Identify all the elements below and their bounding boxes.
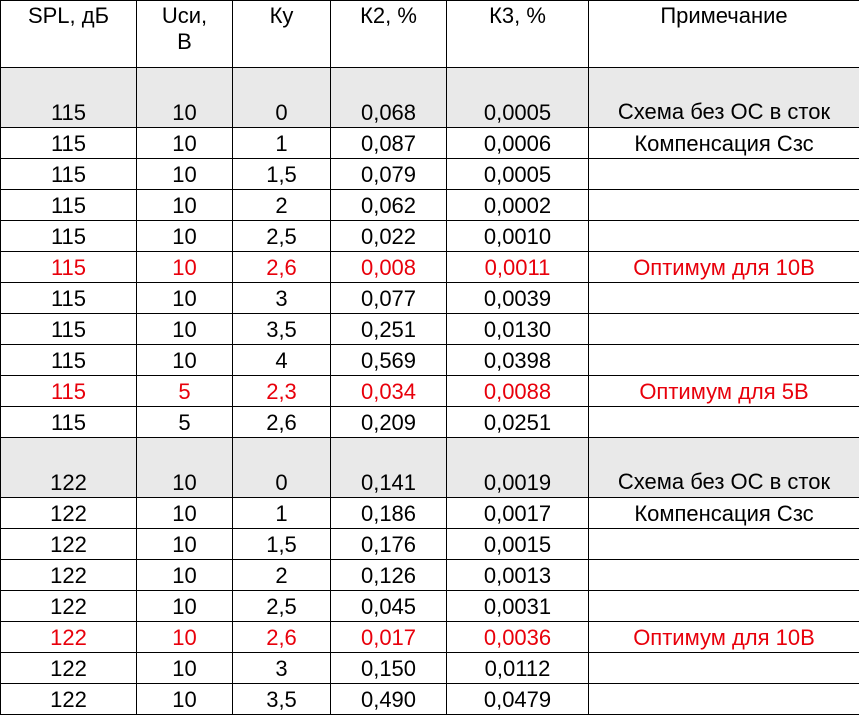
cell-voltage: 10 — [137, 345, 233, 376]
header-k2-line: К2, % — [335, 3, 442, 29]
table-row — [1, 653, 859, 684]
cell-gain: 1 — [233, 498, 331, 529]
cell-spl: 115 — [1, 252, 137, 283]
cell-note — [589, 159, 859, 190]
cell-voltage: 5 — [137, 376, 233, 407]
header-voltage — [137, 1, 233, 68]
cell-note: Оптимум для 10В — [589, 252, 859, 283]
cell-k3: 0,0088 — [447, 376, 589, 407]
header-spl-line: SPL, дБ — [5, 3, 132, 29]
cell-voltage: 10 — [137, 438, 233, 498]
cell-k3: 0,0036 — [447, 622, 589, 653]
cell-k3: 0,0006 — [447, 128, 589, 159]
cell-k3: 0,0005 — [447, 159, 589, 190]
cell-note — [589, 345, 859, 376]
cell-spl: 122 — [1, 653, 137, 684]
cell-k3: 0,0019 — [447, 438, 589, 498]
cell-k3: 0,0005 — [447, 68, 589, 128]
cell-voltage: 10 — [137, 68, 233, 128]
cell-k2: 0,126 — [331, 560, 447, 591]
cell-k2: 0,079 — [331, 159, 447, 190]
cell-note — [589, 560, 859, 591]
table-row-optimum — [1, 252, 859, 283]
table-row — [1, 283, 859, 314]
header-voltage-line-1: Uси, — [141, 3, 228, 29]
table-row — [1, 498, 859, 529]
header-k3-line: К3, % — [451, 3, 584, 29]
cell-k3: 0,0112 — [447, 653, 589, 684]
cell-k2: 0,008 — [331, 252, 447, 283]
cell-gain: 2,5 — [233, 591, 331, 622]
header-note-line: Примечание — [593, 3, 855, 29]
header-gain-line: Ку — [237, 3, 326, 29]
cell-k3: 0,0010 — [447, 221, 589, 252]
cell-voltage: 10 — [137, 159, 233, 190]
cell-note: Оптимум для 10В — [589, 622, 859, 653]
cell-spl: 115 — [1, 190, 137, 221]
cell-k2: 0,150 — [331, 653, 447, 684]
table-row — [1, 128, 859, 159]
cell-k2: 0,068 — [331, 68, 447, 128]
table-row — [1, 221, 859, 252]
cell-voltage: 10 — [137, 529, 233, 560]
cell-note — [589, 190, 859, 221]
cell-note: Компенсация Сзс — [589, 128, 859, 159]
cell-gain: 2,6 — [233, 622, 331, 653]
cell-gain: 1 — [233, 128, 331, 159]
cell-k2: 0,022 — [331, 221, 447, 252]
cell-voltage: 10 — [137, 653, 233, 684]
table-row-group-start — [1, 68, 859, 128]
cell-voltage: 10 — [137, 622, 233, 653]
cell-voltage: 10 — [137, 591, 233, 622]
cell-spl: 122 — [1, 560, 137, 591]
cell-k2: 0,045 — [331, 591, 447, 622]
header-k3 — [447, 1, 589, 68]
cell-gain: 0 — [233, 68, 331, 128]
cell-k2: 0,017 — [331, 622, 447, 653]
cell-note — [589, 529, 859, 560]
cell-gain: 1,5 — [233, 529, 331, 560]
cell-spl: 122 — [1, 438, 137, 498]
cell-note — [589, 591, 859, 622]
cell-gain: 1,5 — [233, 159, 331, 190]
cell-k3: 0,0479 — [447, 684, 589, 715]
cell-k3: 0,0013 — [447, 560, 589, 591]
cell-spl: 115 — [1, 407, 137, 438]
cell-k3: 0,0398 — [447, 345, 589, 376]
cell-gain: 3 — [233, 283, 331, 314]
header-note — [589, 1, 859, 68]
cell-k3: 0,0002 — [447, 190, 589, 221]
cell-k2: 0,251 — [331, 314, 447, 345]
cell-gain: 4 — [233, 345, 331, 376]
cell-spl: 115 — [1, 159, 137, 190]
cell-note — [589, 684, 859, 715]
cell-note — [589, 314, 859, 345]
table-row — [1, 159, 859, 190]
cell-note: Компенсация Сзс — [589, 498, 859, 529]
cell-spl: 115 — [1, 345, 137, 376]
cell-k2: 0,209 — [331, 407, 447, 438]
table-row — [1, 684, 859, 715]
cell-gain: 2 — [233, 190, 331, 221]
cell-note: Оптимум для 5В — [589, 376, 859, 407]
cell-gain: 3,5 — [233, 314, 331, 345]
table-row-group-start — [1, 438, 859, 498]
cell-k3: 0,0130 — [447, 314, 589, 345]
cell-k3: 0,0017 — [447, 498, 589, 529]
cell-k3: 0,0011 — [447, 252, 589, 283]
cell-note — [589, 283, 859, 314]
header-voltage-line-2: В — [141, 29, 228, 55]
cell-spl: 122 — [1, 684, 137, 715]
cell-k2: 0,087 — [331, 128, 447, 159]
cell-k3: 0,0251 — [447, 407, 589, 438]
table-row — [1, 190, 859, 221]
cell-voltage: 10 — [137, 560, 233, 591]
cell-spl: 115 — [1, 221, 137, 252]
header-spl — [1, 1, 137, 68]
cell-k3: 0,0039 — [447, 283, 589, 314]
cell-spl: 115 — [1, 283, 137, 314]
cell-note: Схема без ОС в сток — [589, 68, 859, 128]
cell-note — [589, 221, 859, 252]
table-row — [1, 345, 859, 376]
cell-note: Схема без ОС в сток — [589, 438, 859, 498]
cell-gain: 3 — [233, 653, 331, 684]
cell-k2: 0,186 — [331, 498, 447, 529]
cell-spl: 115 — [1, 68, 137, 128]
cell-spl: 115 — [1, 314, 137, 345]
cell-gain: 2 — [233, 560, 331, 591]
cell-voltage: 10 — [137, 128, 233, 159]
cell-spl: 122 — [1, 529, 137, 560]
cell-k2: 0,034 — [331, 376, 447, 407]
cell-voltage: 10 — [137, 252, 233, 283]
table-body — [1, 68, 859, 715]
cell-note — [589, 407, 859, 438]
cell-gain: 0 — [233, 438, 331, 498]
table-row-optimum — [1, 622, 859, 653]
table-row-optimum — [1, 376, 859, 407]
cell-voltage: 10 — [137, 498, 233, 529]
cell-gain: 3,5 — [233, 684, 331, 715]
cell-voltage: 5 — [137, 407, 233, 438]
cell-voltage: 10 — [137, 221, 233, 252]
cell-spl: 122 — [1, 622, 137, 653]
cell-voltage: 10 — [137, 190, 233, 221]
cell-spl: 122 — [1, 498, 137, 529]
cell-voltage: 10 — [137, 314, 233, 345]
header-row — [1, 1, 859, 68]
cell-k2: 0,141 — [331, 438, 447, 498]
cell-k2: 0,490 — [331, 684, 447, 715]
cell-gain: 2,5 — [233, 221, 331, 252]
table-row — [1, 314, 859, 345]
cell-spl: 122 — [1, 591, 137, 622]
cell-spl: 115 — [1, 376, 137, 407]
cell-k2: 0,062 — [331, 190, 447, 221]
cell-k2: 0,569 — [331, 345, 447, 376]
cell-gain: 2,3 — [233, 376, 331, 407]
cell-k2: 0,077 — [331, 283, 447, 314]
table-header — [1, 1, 859, 68]
header-k2 — [331, 1, 447, 68]
cell-gain: 2,6 — [233, 252, 331, 283]
cell-voltage: 10 — [137, 283, 233, 314]
table-row — [1, 407, 859, 438]
cell-k2: 0,176 — [331, 529, 447, 560]
table-row — [1, 560, 859, 591]
cell-gain: 2,6 — [233, 407, 331, 438]
cell-voltage: 10 — [137, 684, 233, 715]
cell-note — [589, 653, 859, 684]
table-row — [1, 529, 859, 560]
table-row — [1, 591, 859, 622]
header-gain — [233, 1, 331, 68]
cell-k3: 0,0031 — [447, 591, 589, 622]
cell-spl: 115 — [1, 128, 137, 159]
cell-k3: 0,0015 — [447, 529, 589, 560]
